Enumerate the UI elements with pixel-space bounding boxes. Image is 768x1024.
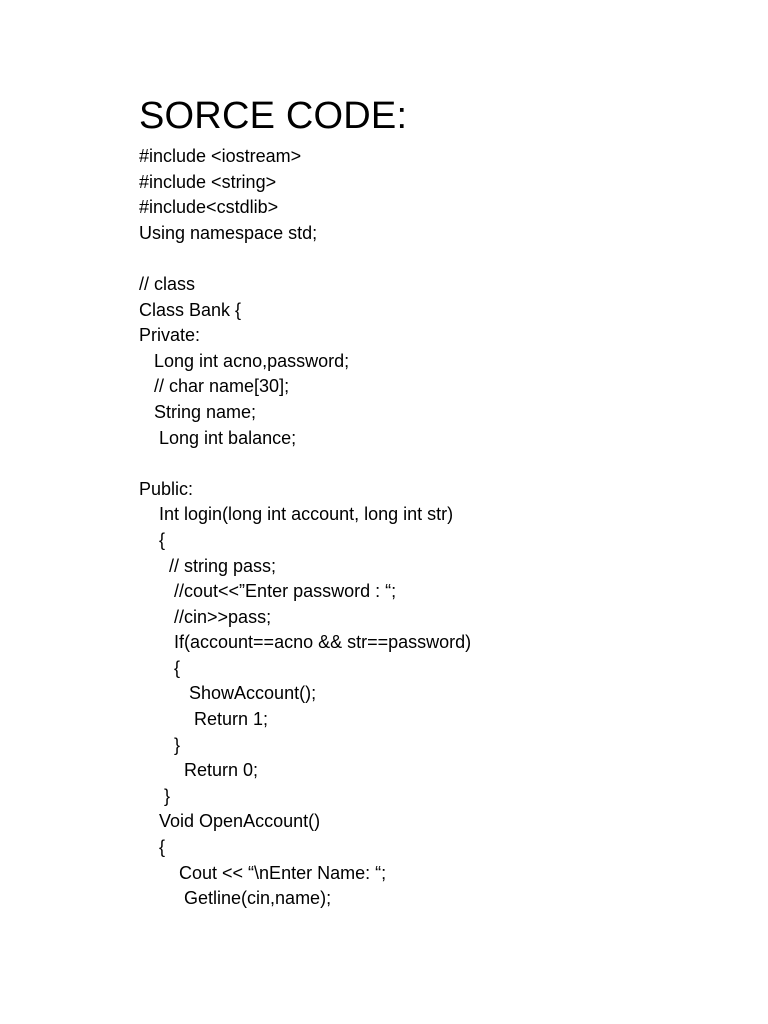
code-line: Using namespace std;: [139, 222, 318, 243]
code-line: ShowAccount();: [139, 683, 317, 704]
code-line: #include<cstdlib>: [139, 197, 279, 218]
code-line: // char name[30];: [139, 376, 290, 397]
code-line: If(account==acno && str==password): [139, 632, 472, 653]
code-line: Void OpenAccount(): [139, 811, 321, 832]
page-title: SORCE CODE:: [139, 95, 408, 137]
code-line: //cin>>pass;: [139, 606, 272, 627]
document-body: [139, 92, 739, 912]
code-line: Getline(cin,name);: [139, 888, 332, 909]
code-line: #include <iostream>: [139, 146, 302, 166]
code-line: Return 1;: [139, 709, 269, 730]
code-line: }: [139, 734, 181, 755]
code-line: Private:: [139, 325, 201, 346]
code-line: // string pass;: [139, 555, 277, 576]
code-line: }: [139, 785, 171, 806]
code-line: [139, 246, 739, 272]
code-line: Class Bank {: [139, 299, 242, 320]
code-line: Cout << “\nEnter Name: “;: [139, 862, 387, 883]
code-line: String name;: [139, 401, 257, 422]
code-line: Long int acno,password;: [139, 350, 350, 371]
code-line: Int login(long int account, long int str): [139, 504, 454, 525]
code-line: Public:: [139, 478, 194, 499]
code-line: //cout<<”Enter password : “;: [139, 581, 397, 602]
code-line: Return 0;: [139, 760, 259, 781]
code-line: [139, 451, 739, 477]
source-code-block: [139, 144, 739, 912]
code-line: // class: [139, 273, 196, 294]
code-line: {: [139, 657, 181, 678]
code-line: {: [139, 837, 166, 858]
code-line: #include <string>: [139, 171, 277, 192]
code-line: {: [139, 529, 166, 550]
code-line: Long int balance;: [139, 427, 297, 448]
